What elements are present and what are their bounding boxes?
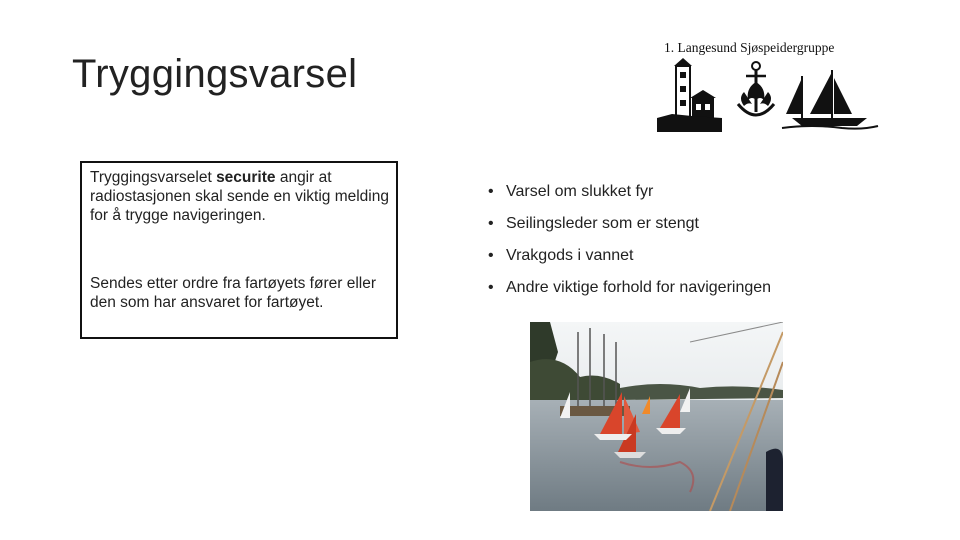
bullet-icon: • (488, 215, 494, 232)
bullet-icon: • (488, 247, 494, 264)
bullet-text: Andre viktige forhold for navigeringen (506, 279, 772, 296)
p1-text-start: Tryggingsvarselet (90, 169, 217, 186)
bullet-icon: • (488, 183, 494, 200)
list-item (488, 244, 771, 276)
scout-logo-icon (652, 56, 882, 132)
bullet-text: Varsel om slukket fyr (506, 183, 654, 200)
slide-title: Tryggingsvarsel (72, 52, 358, 96)
securite-term: securite (216, 169, 276, 186)
p1-text-end: angir at radiostasjonen skal sende en viktig melding for å trygge navigeringen. (90, 169, 389, 224)
list-item (488, 212, 771, 244)
sailboats-photo-icon (530, 322, 783, 511)
textbox-paragraph-2: Sendes etter ordre fra fartøyets fører eller den som har ansvaret for fartøyet. (90, 275, 376, 311)
bullet-icon: • (488, 279, 494, 296)
list-item (488, 276, 771, 308)
info-textbox (80, 161, 398, 339)
list-item (488, 180, 771, 212)
bullet-text: Seilingsleder som er stengt (506, 215, 699, 232)
bullet-list (488, 180, 771, 308)
logo-caption: 1. Langesund Sjøspeidergruppe (664, 40, 835, 55)
textbox-paragraph-1 (90, 168, 390, 225)
bullet-text: Vrakgods i vannet (506, 247, 634, 264)
